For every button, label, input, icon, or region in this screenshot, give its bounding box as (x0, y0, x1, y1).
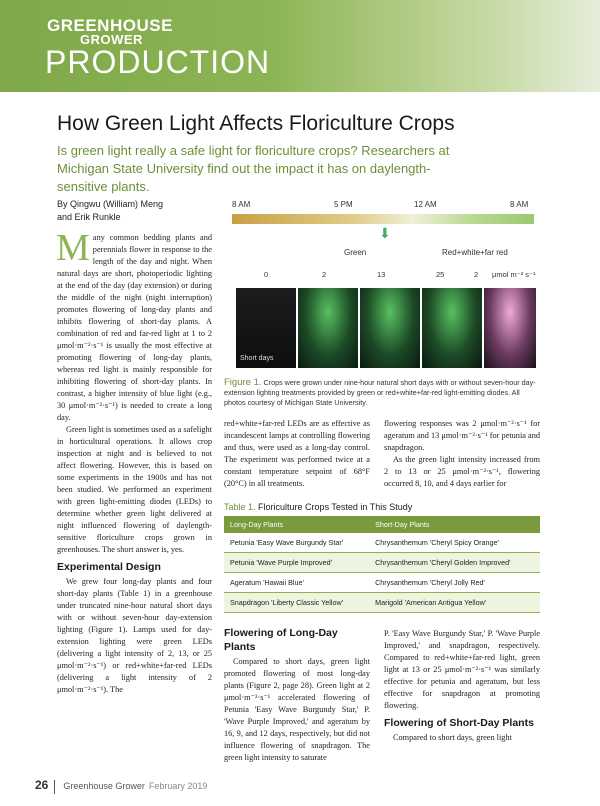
article-deck: Is green light really a safe light for floriculture crops? Researchers at Michigan State University find out the impact it has on daylength-sensitive plants. (57, 143, 450, 194)
photo-short-days (236, 288, 296, 368)
table-cell: Snapdragon 'Liberty Classic Yellow' (224, 593, 369, 613)
time-label-12am: 12 AM (414, 200, 437, 209)
byline-line1: By Qingwu (William) Meng (57, 199, 164, 209)
value-label: 13 (377, 270, 386, 279)
label-green: Green (344, 248, 367, 257)
photo-green-2 (298, 288, 358, 368)
magazine-logo-line1: GREENHOUSE (47, 16, 173, 35)
column-3-top (384, 418, 540, 490)
photo-red-white-far-red (484, 288, 536, 368)
table-title-text: Floriculture Crops Tested in This Study (258, 502, 413, 512)
section-title: PRODUCTION (45, 44, 271, 80)
table-cell: Chrysanthemum 'Cheryl Jolly Red' (369, 573, 540, 593)
value-label: 0 (264, 270, 269, 279)
photo-green-25 (422, 288, 482, 368)
footer-divider (54, 780, 55, 794)
caption-label: Figure 1. (224, 377, 262, 388)
down-arrow-icon: ⬇ (379, 226, 391, 242)
section-banner (0, 0, 600, 92)
issue-date: February 2019 (148, 781, 208, 791)
subhead-long-day: Flowering of Long-Day Plants (224, 627, 338, 653)
paragraph-short-day: Compared to short days, green light (393, 733, 512, 742)
paragraph-control: red+white+far-red LEDs are as effective as incandescent lamps at controlling flowering and thus, were used as a long-day control. The experiment was performed twice at a constant temperature setpoint of 68°F (20°C) in all treatments. (224, 419, 370, 488)
header-short-day: Short-Day Plants (369, 516, 540, 533)
subhead-short-day: Flowering of Short-Day Plants (384, 717, 534, 729)
header-long-day: Long-Day Plants (224, 516, 369, 533)
caption-body: Crops were grown under nine-hour natural short days with or without seven-hour day-extension lighting treatments provided by green or red+white+far-red light-emitting diodes. (224, 378, 536, 397)
unit-label: μmol m⁻² s⁻¹ (492, 270, 536, 279)
subhead-experimental-design: Experimental Design (57, 561, 161, 573)
figure-caption (224, 378, 540, 408)
value-label: 2 (474, 270, 479, 279)
photo-green-13 (360, 288, 420, 368)
table-cell: Chrysanthemum 'Cheryl Spicy Orange' (369, 533, 540, 553)
light-gradient-bar (232, 214, 534, 224)
photo-label: Short days (240, 355, 274, 362)
article-title: How Green Light Affects Floriculture Crops (57, 112, 455, 135)
value-label: 2 (322, 270, 327, 279)
paragraph-saturation: flowering responses was 2 μmol·m⁻²·s⁻¹ for ageratum and 13 μmol·m⁻²·s⁻¹ for petunia and snapdragon. (384, 419, 540, 452)
table-cell: Petunia 'Wave Purple Improved' (224, 553, 369, 573)
table-cell: Petunia 'Easy Wave Burgundy Star' (224, 533, 369, 553)
intro-paragraph: Many common bedding plants and perennials flower in response to the length of the day and night. When natural days are short, photoperiodic lighting at the end of the day (day extension) or during the middle of the night (night interruption) promotes flowering of long-day plants and inhibits flowering of short-day plants. A combination of red and far-red light at 1 to 2 μmol·m⁻²·s⁻¹ is usually the most effective at promoting flowering of long-day plants, whereas red light is mainly responsible for inhibiting flowering of short-day plants. In contrast, a higher intensity of blue light (e.g., 30 μmol·m⁻²·s⁻¹) is needed to create a long day. (56, 227, 212, 422)
table-title (224, 502, 412, 512)
paragraph-green-light: Green light is sometimes used as a safelight in horticultural operations. It allows crop inspection at night and is believed to not affect flowering. However, this is based on some experiments in the 1900s and has not been studied. We performed an experiment with green light-emitting diodes (LEDs) to determine whether green light delivered at night influenced flowering of daylength-sensitive floriculture crops grown in greenhouses. The short answer is, yes. (57, 425, 212, 554)
paragraph-long-day-cont: P. 'Easy Wave Burgundy Star,' P. 'Wave Purple Improved,' and snapdragon, respectively. Compared to red+white+far-red light, green light at 13 or 25 μmol·m⁻²·s⁻¹ was similarly effective for petunia and ageratum, but less effective for snapdragon at promoting flowering. (384, 629, 540, 710)
time-label-8am-end: 8 AM (510, 200, 529, 209)
page-footer (35, 778, 207, 794)
column-1 (56, 227, 212, 696)
magazine-logo-line2: GROWER (80, 32, 143, 47)
page-number: 26 (35, 778, 49, 792)
paragraph-design: We grew four long-day plants and four short-day plants (Table 1) in a greenhouse under truncated nine-hour natural short days with or without seven-hour day-extension lighting (Figure 1). Lamps used for day-extension lighting were green LEDs (delivering a light intensity of 2, 13, or 25 μmol·m⁻²·s⁻¹) or red+white+far-red LEDs (delivering a light intensity of 2 μmol·m⁻²·s⁻¹). The (57, 577, 212, 694)
byline-line2: and Erik Runkle (57, 212, 121, 222)
time-label-8am-start: 8 AM (232, 200, 251, 209)
table-cell: Chrysanthemum 'Cheryl Golden Improved' (369, 553, 540, 573)
table-cell: Marigold 'American Antigua Yellow' (369, 593, 540, 613)
crops-table (224, 516, 540, 613)
table-label: Table 1. (224, 502, 256, 512)
caption-credit: All photos courtesy of Michigan State University. (224, 388, 520, 407)
column-2-bottom (224, 622, 370, 764)
table-row (224, 593, 540, 613)
paragraph-long-day: Compared to short days, green light promoted flowering of most long-day plants (Figure 2, page 28). Green light at 2 μmol·m⁻²·s⁻¹ accelerated flowering of Petunia 'Easy Wave Burgundy Star,' P. 'Wave Purple Improved,' and ageratum by 16, 9, and 12 days, respectively, but did not influence flowering of snapdragon. The green light intensity to saturate (224, 657, 370, 762)
time-label-5pm: 5 PM (334, 200, 353, 209)
drop-cap: M (56, 227, 90, 269)
label-red-white-far-red: Red+white+far red (442, 248, 508, 257)
paragraph-intensity: As the green light intensity increased from 2 to 13 or 25 μmol·m⁻²·s⁻¹, flowering occurred 8, 10, and 4 days earlier for (384, 455, 540, 488)
table-row (224, 533, 540, 553)
publication-name: Greenhouse Grower (63, 781, 145, 791)
table-row (224, 573, 540, 593)
table-row (224, 553, 540, 573)
value-label: 25 (436, 270, 445, 279)
column-3-bottom (384, 628, 540, 744)
table-header-row (224, 516, 540, 533)
byline (57, 198, 217, 224)
table-cell: Ageratum 'Hawaii Blue' (224, 573, 369, 593)
column-2-top (224, 418, 370, 490)
